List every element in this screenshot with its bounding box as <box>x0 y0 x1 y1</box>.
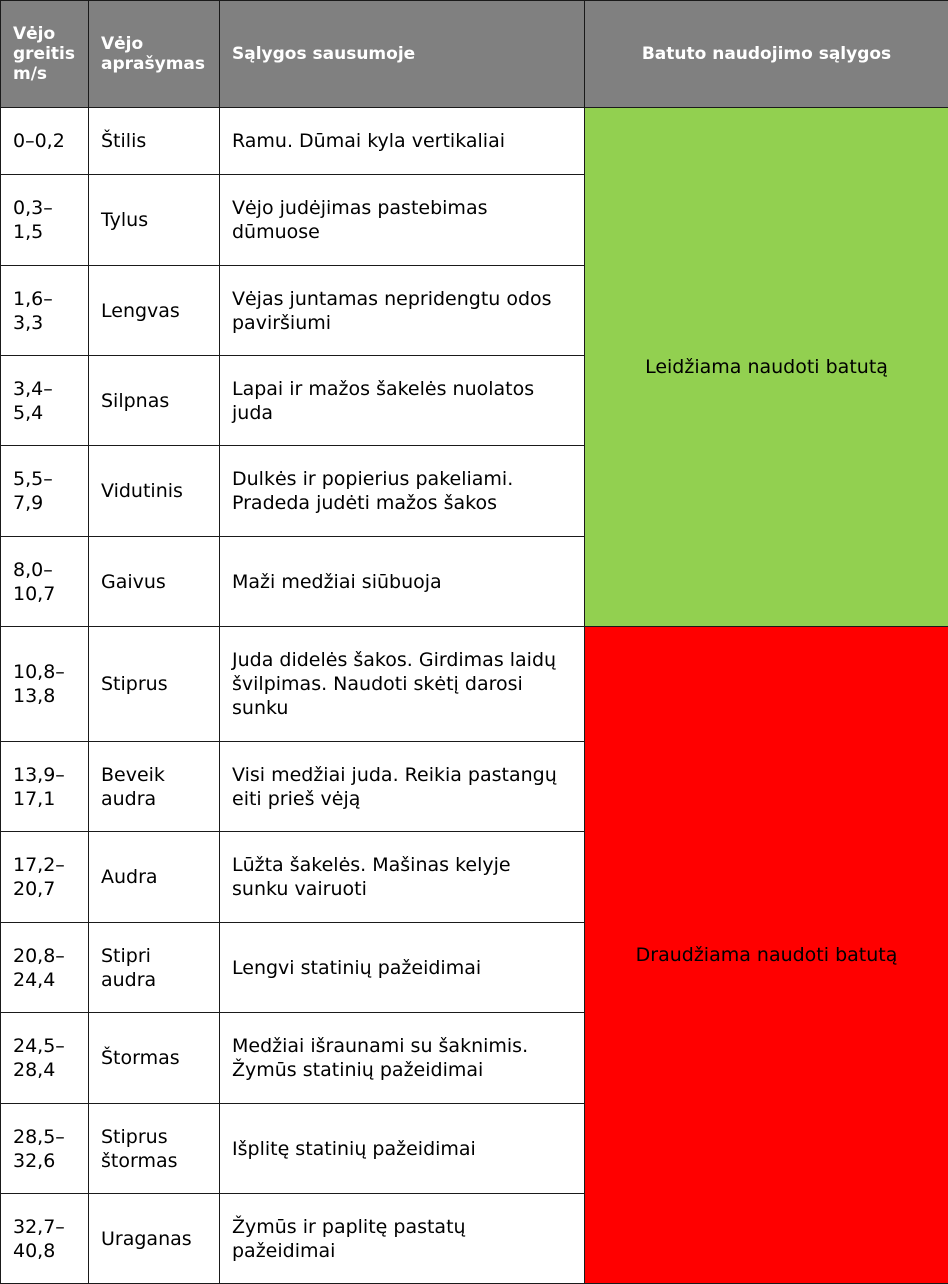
conditions-cell: Vėjas juntamas nepridengtu odos paviršiumi <box>220 266 585 356</box>
description-cell: Uraganas <box>89 1194 220 1284</box>
description-cell: Beveik audra <box>89 742 220 832</box>
speed-cell: 10,8–13,8 <box>1 627 89 742</box>
table-row <box>1 108 948 175</box>
conditions-cell: Medžiai išraunami su šaknimis. Žymūs statinių pažeidimai <box>220 1013 585 1104</box>
conditions-cell: Ramu. Dūmai kyla vertikaliai <box>220 108 585 175</box>
speed-cell: 1,6–3,3 <box>1 266 89 356</box>
description-cell: Vidutinis <box>89 446 220 537</box>
usage-allowed-cell: Leidžiama naudoti batutą <box>585 108 948 627</box>
speed-cell: 24,5–28,4 <box>1 1013 89 1104</box>
header-usage: Batuto naudojimo sąlygos <box>585 1 948 108</box>
speed-cell: 13,9–17,1 <box>1 742 89 832</box>
description-cell: Audra <box>89 832 220 923</box>
table-row <box>1 627 948 742</box>
speed-cell: 3,4–5,4 <box>1 356 89 446</box>
conditions-cell: Visi medžiai juda. Reikia pastangų eiti prieš vėją <box>220 742 585 832</box>
description-cell: Štormas <box>89 1013 220 1104</box>
usage-forbidden-cell: Draudžiama naudoti batutą <box>585 627 948 1284</box>
speed-cell: 8,0–10,7 <box>1 537 89 627</box>
description-cell: Lengvas <box>89 266 220 356</box>
description-cell: Štilis <box>89 108 220 175</box>
conditions-cell: Lūžta šakelės. Mašinas kelyje sunku vairuoti <box>220 832 585 923</box>
speed-cell: 32,7–40,8 <box>1 1194 89 1284</box>
conditions-cell: Lengvi statinių pažeidimai <box>220 923 585 1013</box>
description-cell: Stipri audra <box>89 923 220 1013</box>
conditions-cell: Išplitę statinių pažeidimai <box>220 1104 585 1194</box>
speed-cell: 20,8–24,4 <box>1 923 89 1013</box>
header-land-conditions: Sąlygos sausumoje <box>220 1 585 108</box>
conditions-cell: Lapai ir mažos šakelės nuolatos juda <box>220 356 585 446</box>
speed-cell: 5,5–7,9 <box>1 446 89 537</box>
header-description: Vėjo aprašymas <box>89 1 220 108</box>
description-cell: Silpnas <box>89 356 220 446</box>
header-row <box>1 1 948 108</box>
description-cell: Tylus <box>89 175 220 266</box>
description-cell: Stiprus štormas <box>89 1104 220 1194</box>
description-cell: Stiprus <box>89 627 220 742</box>
conditions-cell: Juda didelės šakos. Girdimas laidų švilpimas. Naudoti skėtį darosi sunku <box>220 627 585 742</box>
speed-cell: 0–0,2 <box>1 108 89 175</box>
speed-cell: 28,5–32,6 <box>1 1104 89 1194</box>
description-cell: Gaivus <box>89 537 220 627</box>
conditions-cell: Žymūs ir paplitę pastatų pažeidimai <box>220 1194 585 1284</box>
conditions-cell: Dulkės ir popierius pakeliami. Pradeda judėti mažos šakos <box>220 446 585 537</box>
header-speed: Vėjo greitis m/s <box>1 1 89 108</box>
speed-cell: 0,3–1,5 <box>1 175 89 266</box>
conditions-cell: Maži medžiai siūbuoja <box>220 537 585 627</box>
speed-cell: 17,2–20,7 <box>1 832 89 923</box>
conditions-cell: Vėjo judėjimas pastebimas dūmuose <box>220 175 585 266</box>
